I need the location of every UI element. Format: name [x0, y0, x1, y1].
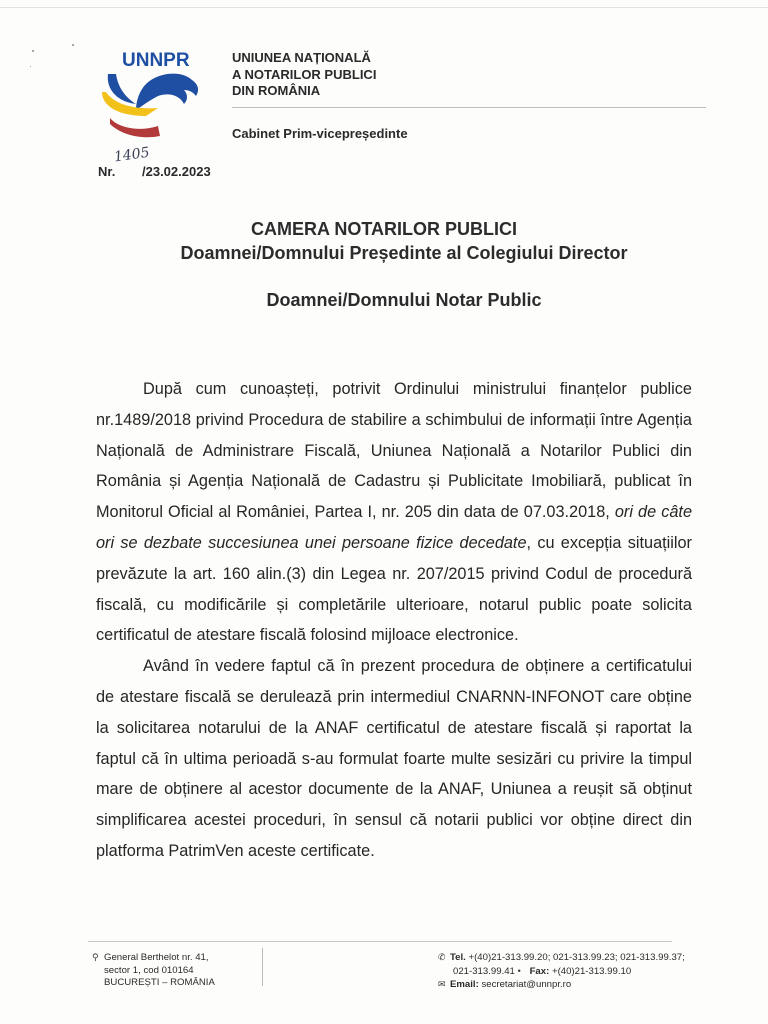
scan-speck	[30, 66, 31, 67]
email-label: Email:	[450, 979, 479, 990]
address-line: BUCUREȘTI – ROMÂNIA	[104, 977, 215, 988]
footer-divider	[262, 948, 263, 986]
cabinet-label: Cabinet Prim-vicepreședinte	[232, 126, 408, 141]
red-stripe	[110, 118, 160, 137]
nr-date: /23.02.2023	[142, 164, 211, 179]
fax-label: Fax:	[529, 965, 550, 977]
paragraph-italic-text: ori de câte ori se dezbate succesiunea unei persoane fizice decedate	[96, 503, 692, 552]
address-line: sector 1, cod 010164	[104, 964, 194, 976]
org-line: DIN ROMÂNIA	[232, 83, 321, 98]
recipient-president: Doamnei/Domnului Președinte al Colegiului Director	[180, 243, 628, 263]
footer-address	[92, 951, 215, 990]
tel-value: +(40)21-313.99.20; 021-313.99.23; 021-313.99.37;	[468, 952, 685, 963]
email-icon: ✉	[438, 979, 446, 989]
scan-speck	[72, 44, 74, 46]
registration-number	[98, 164, 211, 179]
footer-contact	[438, 951, 685, 992]
address-line: General Berthelot nr. 41,	[104, 952, 209, 963]
paragraph-text: După cum cunoașteți, potrivit Ordinului ministrului finanțelor publice nr.1489/2018 privind Procedura de stabilire a schimbului de informații între Agenția Națională de Administrare Fiscală, Uniunea Națională a Notarilor Publici din România și Agenția Națională de Cadastru și Publicitate Imobiliară, publicat în Monitorul Oficial al României, Partea I, nr. 205 din data de 07.03.2018,	[96, 380, 692, 522]
unnpr-logo	[96, 44, 208, 144]
body-paragraph-1	[96, 374, 692, 651]
org-line: A NOTARILOR PUBLICI	[232, 66, 377, 82]
handwritten-registration-number: 1405	[113, 144, 151, 166]
eagle-shape	[136, 74, 198, 110]
logo-wordmark: UNNPR	[122, 50, 190, 71]
fax-bullet-icon: •	[517, 965, 521, 976]
footer-rule	[88, 941, 672, 942]
org-line: UNIUNEA NAȚIONALĂ	[232, 50, 371, 65]
scan-speck	[32, 50, 34, 52]
email-value[interactable]: secretariat@unnpr.ro	[481, 979, 572, 990]
location-pin-icon: ⚲	[92, 952, 99, 962]
recipient-notary: Doamnei/Domnului Notar Public	[266, 290, 542, 310]
nr-label: Nr.	[98, 164, 116, 179]
letter-body	[96, 374, 692, 867]
body-paragraph-2: Având în vedere faptul că în prezent procedura de obținere a certificatului de atestare fiscală se derulează prin intermediul CNARNN-INFONOT care obține la solicitarea notarului de la ANAF certificatul de atestare fiscală și raportat la faptul că în ultima perioadă s-au formulat foarte multe sesizări cu privire la timpul mare de obținere al acestor documente de la ANAF, Uniunea a reușit să obținut simplificarea acestei proceduri, în sensul că notarii publici vor obține direct din platforma PatrimVen aceste certificate.	[96, 657, 692, 860]
scan-edge-line	[0, 7, 768, 8]
tel-label: Tel.	[450, 952, 466, 963]
paragraph-text: , cu excepția situațiilor prevăzute la art. 160 alin.(3) din Legea nr. 207/2015 privind Codul de procedură fiscală, cu modificările și completările ulterioare, notarul public poate solicita certificatul de atestare fiscală folosind mijloace electronice.	[96, 533, 692, 645]
phone-icon: ✆	[438, 952, 446, 962]
header-rule	[232, 107, 706, 108]
recipient-chamber: CAMERA NOTARILOR PUBLICI	[251, 219, 517, 239]
tel-value-continued: 021-313.99.41	[453, 965, 515, 977]
organization-name	[232, 50, 376, 100]
fax-value: +(40)21-313.99.10	[551, 965, 632, 977]
